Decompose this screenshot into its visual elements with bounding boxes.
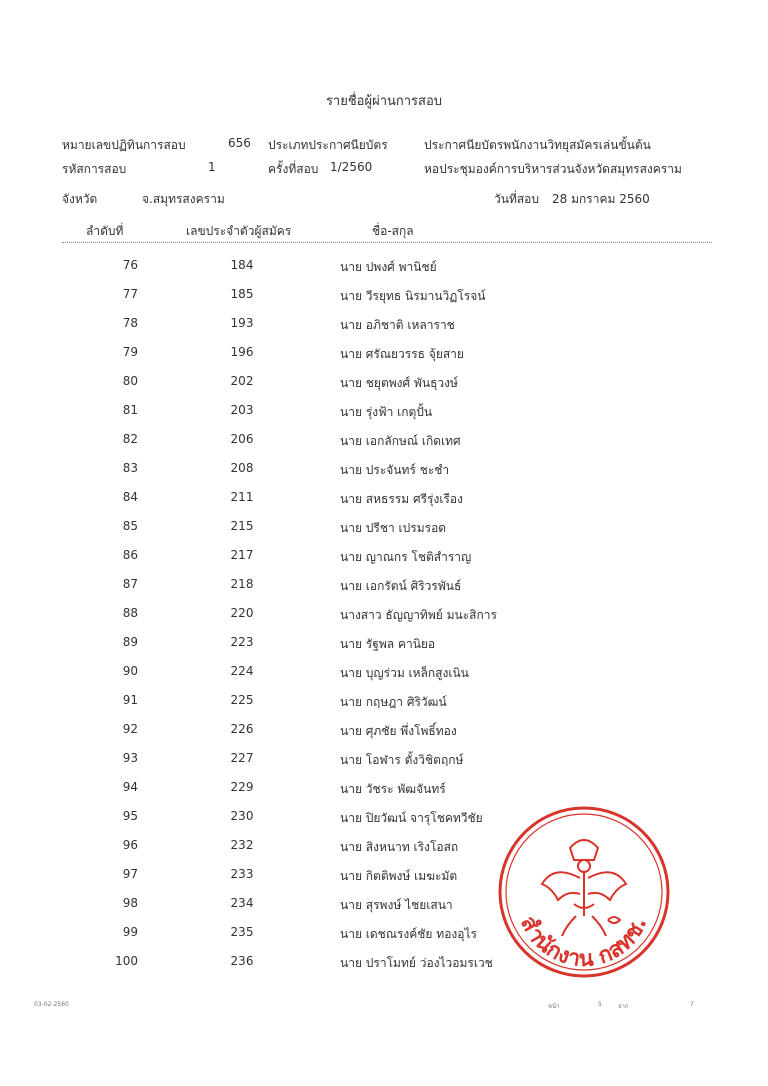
- column-header-seq: ลำดับที่: [86, 224, 124, 238]
- table-row: [0, 368, 768, 397]
- row-name: นาย ศุภชัย พึ่งโพธิ์ทอง: [340, 724, 457, 738]
- table-row: [0, 513, 768, 542]
- row-name: นาย เดชณรงค์ชัย ทองอุไร: [340, 927, 477, 941]
- row-seq: 80: [122, 374, 138, 388]
- row-applicant-id: 208: [230, 461, 254, 475]
- row-applicant-id: 206: [230, 432, 254, 446]
- row-applicant-id: 236: [230, 954, 254, 968]
- stamp-text: สำนักงาน กสทช.: [515, 911, 653, 973]
- row-applicant-id: 233: [230, 867, 254, 881]
- row-seq: 85: [122, 519, 138, 533]
- row-seq: 79: [122, 345, 138, 359]
- row-name: นาย ชยุตพงศ์ พันธุวงษ์: [340, 376, 458, 390]
- row-name: นาย ปรีชา เปรมรอด: [340, 521, 447, 535]
- row-name: นาย สหธรรม ศรีรุ่งเรือง: [340, 492, 463, 506]
- row-seq: 92: [122, 722, 138, 736]
- footer-page-label: หน้า: [548, 1003, 560, 1010]
- row-seq: 78: [122, 316, 138, 330]
- row-seq: 95: [122, 809, 138, 823]
- row-applicant-id: 215: [230, 519, 254, 533]
- table-row: [0, 600, 768, 629]
- row-applicant-id: 235: [230, 925, 254, 939]
- row-seq: 94: [122, 780, 138, 794]
- table-row: [0, 658, 768, 687]
- row-name: นาย ศรัณยวรรธ จุ้ยสาย: [340, 347, 464, 361]
- footer-total-pages: 7: [690, 1001, 694, 1008]
- province-value: จ.สมุทรสงคราม: [142, 192, 225, 206]
- table-row: [0, 571, 768, 600]
- row-name: นาย วีรยุทธ นิรมานวิฏโรจน์: [340, 289, 486, 303]
- row-name: นาย สิงหนาท เริงโอสถ: [340, 840, 459, 854]
- table-row: [0, 542, 768, 571]
- row-applicant-id: 202: [230, 374, 254, 388]
- row-seq: 76: [122, 258, 138, 272]
- footer-date: 03-02-2560: [34, 1001, 69, 1008]
- cert-type-value: ประกาศนียบัตรพนักงานวิทยุสมัครเล่นขั้นต้น: [424, 138, 651, 152]
- table-row: [0, 687, 768, 716]
- row-seq: 97: [122, 867, 138, 881]
- row-name: นาย เอกรัตน์ ศิริวรพันธ์: [340, 579, 462, 593]
- column-header-applicant-id: เลขประจำตัวผู้สมัคร: [186, 224, 292, 238]
- row-applicant-id: 224: [230, 664, 254, 678]
- row-seq: 83: [122, 461, 138, 475]
- table-row: [0, 745, 768, 774]
- row-name: นาย บุญร่วม เหล็กสูงเนิน: [340, 666, 469, 680]
- row-seq: 99: [122, 925, 138, 939]
- row-seq: 96: [122, 838, 138, 852]
- exam-date-value: 28 มกราคม 2560: [552, 192, 650, 206]
- page-title: รายชื่อผู้ผ่านการสอบ: [325, 94, 443, 109]
- row-applicant-id: 211: [230, 490, 254, 504]
- row-seq: 91: [122, 693, 138, 707]
- row-name: นางสาว ธัญญาทิพย์ มนะสิการ: [340, 608, 497, 622]
- row-seq: 86: [122, 548, 138, 562]
- exam-code-value: 1: [208, 160, 216, 174]
- row-name: นาย กฤษฎา ศิริวัฒน์: [340, 695, 447, 709]
- official-stamp: [496, 804, 672, 980]
- table-row: [0, 426, 768, 455]
- row-name: นาย กิตติพงษ์ เมฆะมัต: [340, 869, 458, 883]
- table-row: [0, 629, 768, 658]
- row-name: นาย วัชระ พัฒจันทร์: [340, 782, 446, 796]
- row-seq: 93: [122, 751, 138, 765]
- footer-of-label: จาก: [618, 1003, 629, 1010]
- row-applicant-id: 218: [230, 577, 254, 591]
- table-row: [0, 397, 768, 426]
- table-row: [0, 455, 768, 484]
- row-applicant-id: 223: [230, 635, 254, 649]
- table-row: [0, 716, 768, 745]
- row-name: นาย สุรพงษ์ ไชยเสนา: [340, 898, 453, 912]
- cert-type-label: ประเภทประกาศนียบัตร: [268, 138, 388, 152]
- round-label: ครั้งที่สอบ: [268, 162, 319, 176]
- province-label: จังหวัด: [62, 192, 98, 206]
- venue: หอประชุมองค์การบริหารส่วนจังหวัดสมุทรสงคราม: [424, 162, 682, 176]
- exam-code-label: รหัสการสอบ: [62, 162, 127, 176]
- table-row: [0, 310, 768, 339]
- row-applicant-id: 225: [230, 693, 254, 707]
- header-divider: [62, 242, 712, 243]
- row-seq: 100: [115, 954, 138, 968]
- row-applicant-id: 227: [230, 751, 254, 765]
- row-applicant-id: 184: [230, 258, 254, 272]
- row-seq: 88: [122, 606, 138, 620]
- row-seq: 84: [122, 490, 138, 504]
- row-name: นาย ประจันทร์ ชะชำ: [340, 463, 450, 477]
- column-header-name: ชื่อ-สกุล: [372, 224, 414, 238]
- garuda-emblem-icon: [542, 840, 626, 936]
- row-applicant-id: 232: [230, 838, 254, 852]
- exam-permit-value: 656: [228, 136, 251, 150]
- table-row: [0, 484, 768, 513]
- row-applicant-id: 220: [230, 606, 254, 620]
- row-name: นาย ปพงศ์ พานิชย์: [340, 260, 437, 274]
- row-applicant-id: 185: [230, 287, 254, 301]
- row-applicant-id: 196: [230, 345, 254, 359]
- row-name: นาย อภิชาติ เหลาราช: [340, 318, 455, 332]
- table-row: [0, 339, 768, 368]
- row-name: นาย ญาณกร โชติสำราญ: [340, 550, 472, 564]
- row-seq: 89: [122, 635, 138, 649]
- row-seq: 81: [122, 403, 138, 417]
- exam-permit-label: หมายเลขปฏิทินการสอบ: [62, 138, 186, 152]
- row-seq: 87: [122, 577, 138, 591]
- row-applicant-id: 203: [230, 403, 254, 417]
- row-name: นาย รัฐพล คานิยอ: [340, 637, 436, 651]
- row-applicant-id: 226: [230, 722, 254, 736]
- row-seq: 98: [122, 896, 138, 910]
- row-seq: 77: [122, 287, 138, 301]
- row-name: นาย ปราโมทย์ ว่องไวอมรเวช: [340, 956, 493, 970]
- row-name: นาย รุ่งฟ้า เกตุปั้น: [340, 405, 433, 419]
- table-row: [0, 281, 768, 310]
- row-applicant-id: 234: [230, 896, 254, 910]
- row-seq: 82: [122, 432, 138, 446]
- row-applicant-id: 230: [230, 809, 254, 823]
- row-applicant-id: 193: [230, 316, 254, 330]
- row-name: นาย เอกลักษณ์ เกิดเทศ: [340, 434, 461, 448]
- row-name: นาย ปิยวัฒน์ จารุโชคทวีชัย: [340, 811, 483, 825]
- table-row: [0, 774, 768, 803]
- row-applicant-id: 229: [230, 780, 254, 794]
- row-seq: 90: [122, 664, 138, 678]
- footer-page-number: 5: [598, 1001, 602, 1008]
- table-row: [0, 252, 768, 281]
- round-value: 1/2560: [330, 160, 373, 174]
- row-applicant-id: 217: [230, 548, 254, 562]
- row-name: นาย โอฬาร ตั้งวิชิตฤกษ์: [340, 753, 464, 767]
- exam-date-label: วันที่สอบ: [494, 192, 539, 206]
